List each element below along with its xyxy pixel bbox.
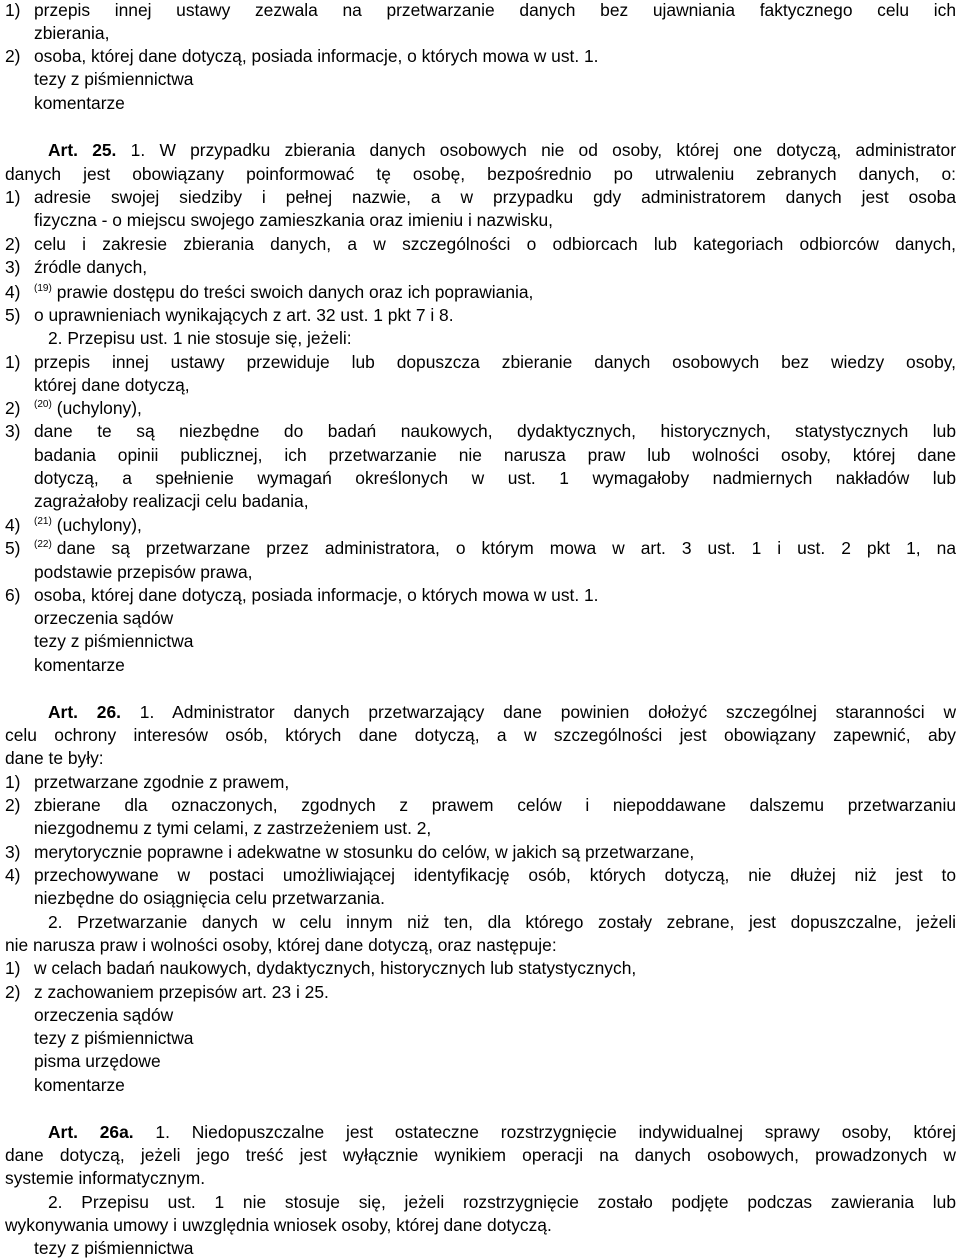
- article-number: Art. 26.: [48, 702, 121, 722]
- paragraph-line: dane te były:: [5, 748, 104, 768]
- list-item-text: 3)merytorycznie poprawne i adekwatne w stosunku do celów, w jakich są przetwarzane,: [5, 842, 695, 862]
- list-item-text: 2)$^{(20)}$ (uchylony),: [5, 398, 142, 418]
- list-item-text: 4)przechowywane w postaci umożliwiającej identyfikację osób, których dotyczą, nie dłużej niż jest to: [5, 865, 956, 885]
- link-komentarze[interactable]: komentarze: [34, 655, 125, 675]
- list-item-text: 4)$^{(19)}$ prawie dostępu do treści swoich danych oraz ich poprawiania,: [5, 282, 534, 302]
- footnote-ref[interactable]: (22): [34, 539, 52, 550]
- list-item-continuation: niezbędne do osiągnięcia celu przetwarzania.: [34, 888, 385, 908]
- list-item-text: 2)z zachowaniem przepisów art. 23 i 25.: [5, 982, 329, 1002]
- list-item-text: 1)przetwarzane zgodnie z prawem,: [5, 772, 290, 792]
- list-item-text: 1)przepis innej ustawy zezwala na przetwarzanie danych bez ujawniania faktycznego celu ich: [5, 0, 956, 20]
- list-item-text: 1)adresie swojej siedziby i pełnej nazwie, a w przypadku gdy administratorem danych jest osoba: [5, 187, 956, 207]
- paragraph-line: 2. Przetwarzanie danych w celu innym niż ten, dla którego zostały zebrane, jest dopuszczalne, jeżeli: [48, 912, 956, 932]
- link-komentarze[interactable]: komentarze: [34, 1075, 125, 1095]
- paragraph-line: celu ochrony interesów osób, których dane dotyczą, a w szczególności jest obowiązany zapewnić, aby: [5, 725, 956, 745]
- footnote-ref[interactable]: (20): [34, 399, 52, 410]
- list-item-continuation: badania opinii publicznej, ich przetwarzanie nie narusza praw lub wolności osoby, której dane: [34, 445, 956, 465]
- list-item-continuation: niezgodnemu z tymi celami, z zastrzeżeniem ust. 2,: [34, 818, 432, 838]
- link-orzeczenia-sadow[interactable]: orzeczenia sądów: [34, 1005, 174, 1025]
- link-tezy-z-pismiennictwa[interactable]: tezy z piśmiennictwa: [34, 1238, 194, 1258]
- link-pisma-urzedowe[interactable]: pisma urzędowe: [34, 1051, 161, 1071]
- list-item-text: 6)osoba, której dane dotyczą, posiada informacje, o których mowa w ust. 1.: [5, 585, 599, 605]
- list-item-text: 5)o uprawnieniach wynikających z art. 32 ust. 1 pkt 7 i 8.: [5, 305, 454, 325]
- paragraph-line: dane dotyczą, jeżeli jego treść jest wyłącznie wynikiem operacji na danych osobowych, prowadzonych w: [5, 1145, 956, 1165]
- list-item-continuation: zagrażałoby realizacji celu badania,: [34, 491, 309, 511]
- list-item-text: 2)zbierane dla oznaczonych, zgodnych z prawem celów i niepoddawane dalszemu przetwarzaniu: [5, 795, 956, 815]
- list-item-text: 2)celu i zakresie zbierania danych, a w szczególności o odbiorcach lub kategoriach odbiorców danych,: [5, 234, 956, 254]
- article-number: Art. 25.: [48, 140, 117, 160]
- article-heading: Art. 26a. 1. Niedopuszczalne jest ostateczne rozstrzygnięcie indywidualnej sprawy osoby, której: [48, 1122, 956, 1142]
- list-item-continuation: dotyczą, a spełnienie wymagań określonych w ust. 1 wymagałoby nadmiernych nakładów lub: [34, 468, 956, 488]
- article-heading: Art. 25. 1. W przypadku zbierania danych osobowych nie od osoby, której one dotyczą, administrator: [48, 140, 956, 160]
- list-item-text: 4)$^{(21)}$ (uchylony),: [5, 515, 142, 535]
- list-item-text: 1)przepis innej ustawy przewiduje lub dopuszcza zbieranie danych osobowych bez wiedzy osoby,: [5, 352, 956, 372]
- list-item-text: 1)w celach badań naukowych, dydaktycznych, historycznych lub statystycznych,: [5, 958, 637, 978]
- list-item-continuation: zbierania,: [34, 23, 110, 43]
- paragraph-line: nie narusza praw i wolności osoby, której dane dotyczą, oraz następuje:: [5, 935, 557, 955]
- list-item-text: 3)źródle danych,: [5, 257, 148, 277]
- link-komentarze[interactable]: komentarze: [34, 93, 125, 113]
- article-number: Art. 26a.: [48, 1122, 134, 1142]
- list-item-continuation: podstawie przepisów prawa,: [34, 562, 253, 582]
- paragraph-line: danych jest obowiązany poinformować tę osobę, bezpośrednio po utrwaleniu zebranych danych, o:: [5, 164, 956, 184]
- footnote-ref[interactable]: (19): [34, 283, 52, 294]
- paragraph-line: 2. Przepisu ust. 1 nie stosuje się, jeżeli rozstrzygnięcie zostało podjęte podczas zawierania lub: [48, 1192, 956, 1212]
- footnote-ref[interactable]: (21): [34, 516, 52, 527]
- list-item-text: 5)$^{(22)}$ dane są przetwarzane przez administratora, o którym mowa w art. 3 ust. 1 i ust. 2 pkt 1, na: [5, 538, 956, 558]
- link-tezy-z-pismiennictwa[interactable]: tezy z piśmiennictwa: [34, 631, 194, 651]
- paragraph-line: 2. Przepisu ust. 1 nie stosuje się, jeżeli:: [48, 328, 352, 348]
- link-orzeczenia-sadow[interactable]: orzeczenia sądów: [34, 608, 174, 628]
- list-item-continuation: której dane dotyczą,: [34, 375, 190, 395]
- list-item-text: 3)dane te są niezbędne do badań naukowych, dydaktycznych, historycznych, statystycznych lub: [5, 421, 956, 441]
- link-tezy-z-pismiennictwa[interactable]: tezy z piśmiennictwa: [34, 1028, 194, 1048]
- paragraph-line: systemie informatycznym.: [5, 1168, 206, 1188]
- paragraph-line: wykonywania umowy i uwzględnia wniosek osoby, której dane dotyczą.: [5, 1215, 552, 1235]
- list-item-text: 2)osoba, której dane dotyczą, posiada informacje, o których mowa w ust. 1.: [5, 46, 599, 66]
- link-tezy-z-pismiennictwa[interactable]: tezy z piśmiennictwa: [34, 69, 194, 89]
- list-item-continuation: fizyczna - o miejscu swojego zamieszkania oraz imieniu i nazwisku,: [34, 210, 554, 230]
- article-heading: Art. 26. 1. Administrator danych przetwarzający dane powinien dołożyć szczególnej staranności w: [48, 702, 956, 722]
